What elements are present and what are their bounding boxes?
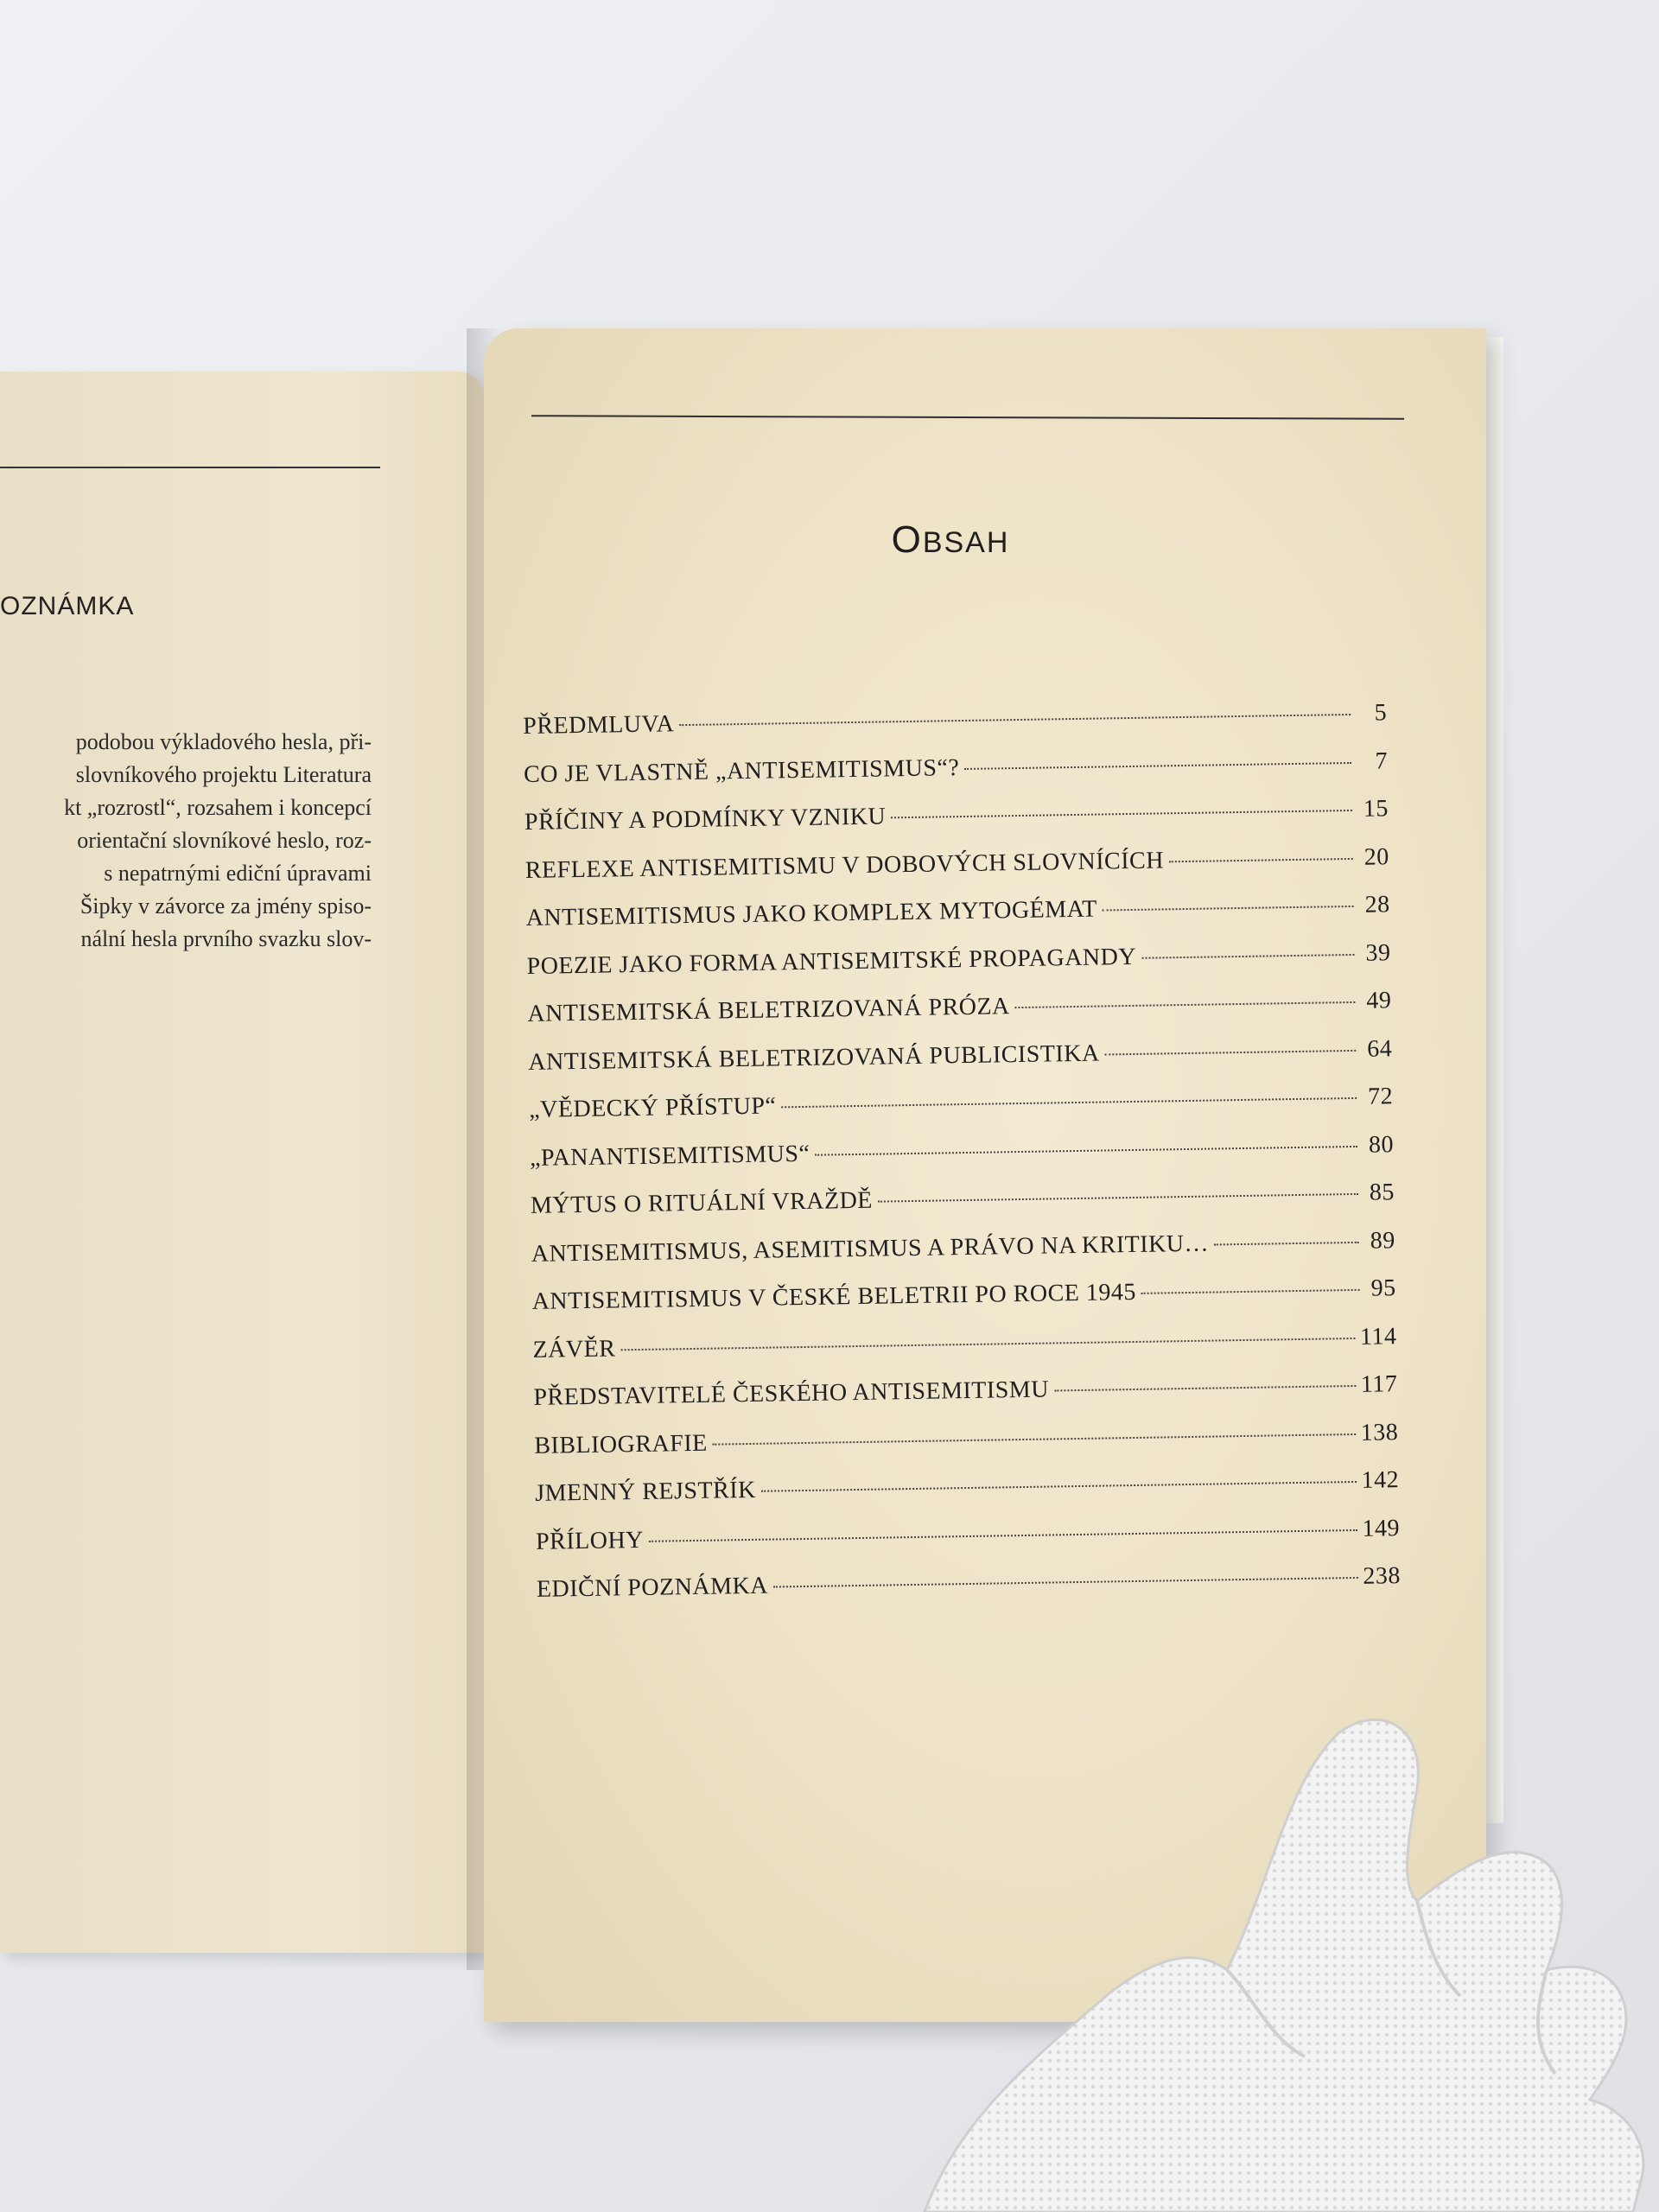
toc-entry-page: 89 — [1370, 1226, 1395, 1255]
toc-entry-title: PŘÍLOHY — [535, 1526, 645, 1555]
toc-leader-dots — [1169, 857, 1353, 861]
toc-leader-dots — [815, 1145, 1357, 1155]
left-text-line: slovníkového projektu Literatura — [75, 762, 372, 787]
left-page-heading: OZNÁMKA — [0, 592, 135, 620]
toc-entry-page: 64 — [1366, 1034, 1393, 1063]
toc-entry-title: PŘEDMLUVA — [523, 710, 675, 740]
left-text-line: s nepatrnými ediční úpravami — [104, 861, 372, 886]
toc-leader-dots — [649, 1529, 1357, 1541]
toc-entry-page: 49 — [1366, 987, 1392, 1014]
toc-leader-dots — [773, 1577, 1357, 1588]
toc-entry-title: PŘÍČINY A PODMÍNKY VZNIKU — [524, 803, 887, 836]
toc-leader-dots — [620, 1337, 1355, 1350]
toc-entry-title: ANTISEMITISMUS, ASEMITISMUS A PRÁVO NA KRITIKU… — [531, 1230, 1210, 1268]
toc-leader-dots — [781, 1097, 1357, 1108]
toc-entry-page: 15 — [1363, 795, 1389, 823]
left-text-line: orientační slovníkové heslo, roz- — [77, 828, 372, 853]
toc-entry-page: 142 — [1361, 1466, 1400, 1494]
toc-entry-page: 28 — [1364, 891, 1390, 918]
toc-entry-title: PŘEDSTAVITELÉ ČESKÉHO ANTISEMITISMU — [533, 1376, 1050, 1411]
toc-entry-page: 85 — [1369, 1179, 1395, 1206]
toc-entry-title: BIBLIOGRAFIE — [534, 1429, 708, 1459]
toc-entry-title: „PANANTISEMITISMUS“ — [529, 1140, 810, 1172]
gloved-hand — [821, 1711, 1659, 2212]
toc-entry-title: ANTISEMITSKÁ BELETRIZOVANÁ PRÓZA — [527, 993, 1011, 1027]
toc-entry-title: MÝTUS O RITUÁLNÍ VRAŽDĚ — [530, 1186, 874, 1219]
toc-entry-title: „VĚDECKÝ PŘÍSTUP“ — [528, 1092, 777, 1123]
title-rest: BSAH — [922, 526, 1010, 559]
toc-entry-page: 7 — [1375, 747, 1389, 775]
left-text-line: Šipky v závorce za jmény spiso- — [79, 893, 372, 918]
toc-entry-page: 95 — [1370, 1274, 1396, 1302]
left-text-line: nální hesla prvního svazku slov- — [80, 926, 372, 951]
toc-entry-title: EDIČNÍ POZNÁMKA — [536, 1572, 769, 1603]
toc-leader-dots — [1015, 1001, 1356, 1008]
toc-entry-title: ANTISEMITISMUS V ČESKÉ BELETRII PO ROCE 1945 — [531, 1278, 1137, 1315]
toc-entry-page: 149 — [1362, 1514, 1401, 1542]
page-title — [484, 518, 1417, 562]
toc-entry-title: REFLEXE ANTISEMITISMU V DOBOVÝCH SLOVNÍCÍCH — [524, 846, 1165, 884]
toc-leader-dots — [713, 1433, 1356, 1445]
toc-leader-dots — [679, 714, 1351, 726]
toc-leader-dots — [891, 810, 1352, 818]
toc-entry-page: 80 — [1368, 1130, 1395, 1159]
toc-entry-title: ANTISEMITSKÁ BELETRIZOVANÁ PUBLICISTIKA — [528, 1039, 1100, 1076]
left-page — [0, 372, 484, 1953]
title-initial: O — [891, 518, 923, 561]
toc-leader-dots — [1214, 1241, 1359, 1245]
toc-entry-page: 20 — [1363, 842, 1389, 871]
toc-leader-dots — [1141, 1289, 1360, 1294]
toc-leader-dots — [1054, 1385, 1356, 1391]
toc-entry-page: 114 — [1359, 1322, 1397, 1351]
toc-leader-dots — [1103, 906, 1354, 912]
toc-entry-title: CO JE VLASTNĚ „ANTISEMITISMUS“? — [523, 753, 960, 788]
header-rule — [531, 415, 1404, 420]
toc-entry-page: 117 — [1360, 1370, 1398, 1398]
left-text-line: podobou výkladového hesla, při- — [75, 729, 372, 754]
toc-entry-title: ANTISEMITISMUS JAKO KOMPLEX MYTOGÉMAT — [525, 895, 1098, 931]
toc-entry-title: ZÁVĚR — [532, 1334, 616, 1363]
toc-entry-page: 238 — [1363, 1562, 1402, 1590]
toc-entry-title: JMENNÝ REJSTŘÍK — [534, 1476, 757, 1507]
toc-leader-dots — [761, 1481, 1357, 1492]
toc-leader-dots — [1141, 953, 1354, 958]
toc-entry-title: POEZIE JAKO FORMA ANTISEMITSKÉ PROPAGANDY — [526, 943, 1137, 980]
left-page-rule — [0, 467, 380, 468]
toc-entry-page: 138 — [1360, 1418, 1399, 1446]
toc-leader-dots — [964, 761, 1351, 769]
toc-leader-dots — [878, 1193, 1358, 1203]
table-of-contents — [523, 699, 1401, 1624]
toc-entry-page: 72 — [1367, 1083, 1394, 1110]
toc-leader-dots — [1105, 1049, 1357, 1055]
toc-entry-page: 5 — [1374, 699, 1388, 727]
left-page-text — [0, 726, 372, 956]
left-text-line: kt „rozrostl“, rozsahem i koncepcí — [64, 795, 372, 820]
toc-entry-page: 39 — [1365, 938, 1391, 967]
